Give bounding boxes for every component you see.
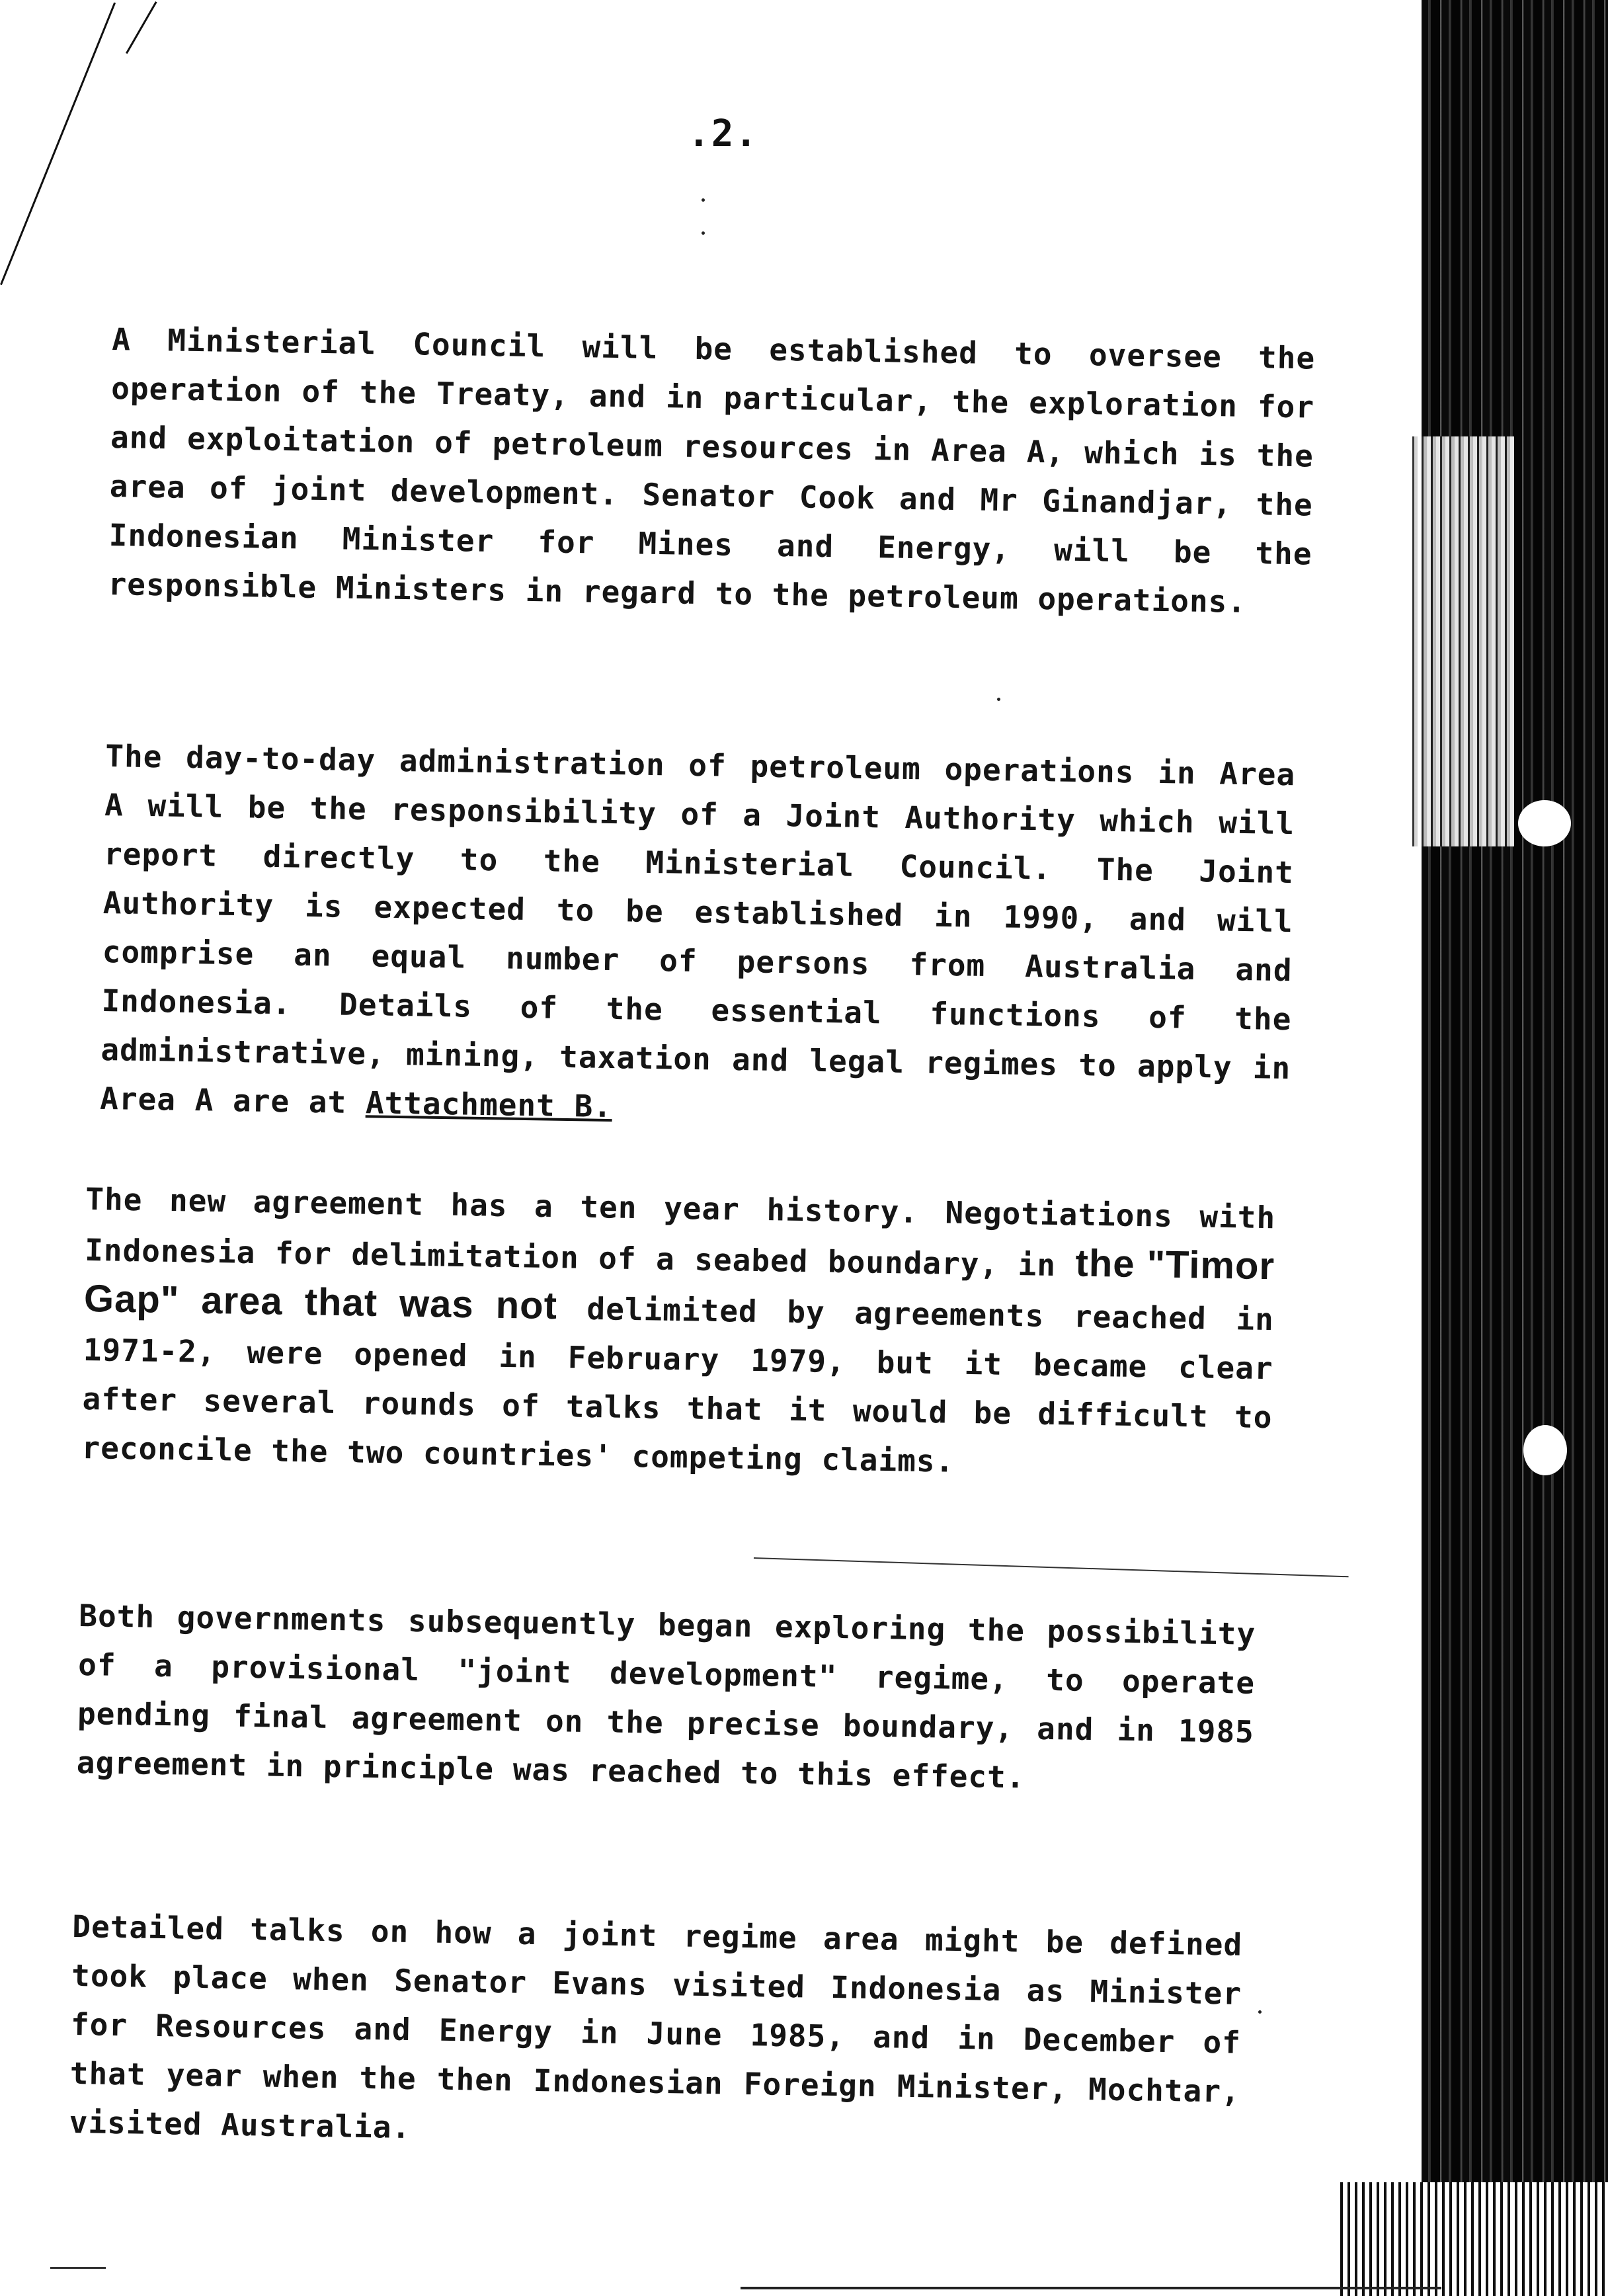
paragraph-ministerial-council: A Ministerial Council will be established to oversee the operation of the Treaty, and in particular, the exploration for and exploitation of petroleum resources in Area A, which is the area of joint development. Senator Cook and Mr Ginandjar, the Indonesian Minister for Mines and Energy, will be the responsible Ministers in regard to the petroleum operations. <box>108 321 1316 620</box>
scan-edge-shadow <box>1422 0 1608 2296</box>
attachment-b-reference: Attachment B. <box>365 1085 613 1125</box>
punch-hole <box>1518 800 1571 846</box>
paragraph-joint-development: Both governments subsequently began exploring the possibility of a provisional "joint development" regime, to operate pending final agreement on the precise boundary, and in 1985 agreement in principle was reached to this effect. <box>76 1597 1256 1795</box>
paragraph-text: The day-to-day administration of petroleum operations in Area A will be the responsibility of a Joint Authority which will report directly to the Ministerial Council. The Joint Authority is expected to be established in 1990, and will comprise an equal number of persons from Australia and Indonesia. Details of the essential functions of the administrative, mining, taxation and legal regimes to apply in Area A are at <box>99 737 1296 1121</box>
timor-gap-phrase: the "Timor Gap" area that was not <box>83 1241 1275 1328</box>
scan-bottom-line <box>741 2287 1441 2289</box>
scan-edge-fringe <box>1336 2182 1608 2296</box>
scan-speck <box>702 198 705 202</box>
scan-speck <box>997 698 1000 701</box>
page-number: .2. <box>688 112 759 155</box>
scan-speck <box>1258 2010 1262 2014</box>
paragraph-text: The new agreement has a ten year history. Negotiations with Indonesia for delimitation of a seabed boundary, in <box>84 1180 1276 1284</box>
scan-stray-line <box>754 1557 1349 1577</box>
scan-dash <box>50 2267 106 2269</box>
paragraph-detailed-talks: Detailed talks on how a joint regime area might be defined took place when Senator Evans visited Indonesia as Minister for Resources and Energy in June 1985, and in December of that year when the then Indonesian Foreign Minister, Mochtar, visited Australia. <box>69 1908 1243 2146</box>
scan-edge-streaks <box>1408 436 1514 846</box>
scan-mark-line <box>0 2 116 285</box>
paragraph-joint-authority <box>100 731 1296 1141</box>
paragraph-agreement-history <box>81 1174 1276 1491</box>
punch-hole <box>1523 1425 1567 1475</box>
scan-speck <box>702 231 705 235</box>
paragraph-text: delimited by agreements reached in 1971-2, were opened in February 1979, but it became clear after several rounds of talks that it would be difficult to reconcile the two countries' competing claims. <box>81 1290 1275 1479</box>
scan-mark-line <box>126 1 157 54</box>
